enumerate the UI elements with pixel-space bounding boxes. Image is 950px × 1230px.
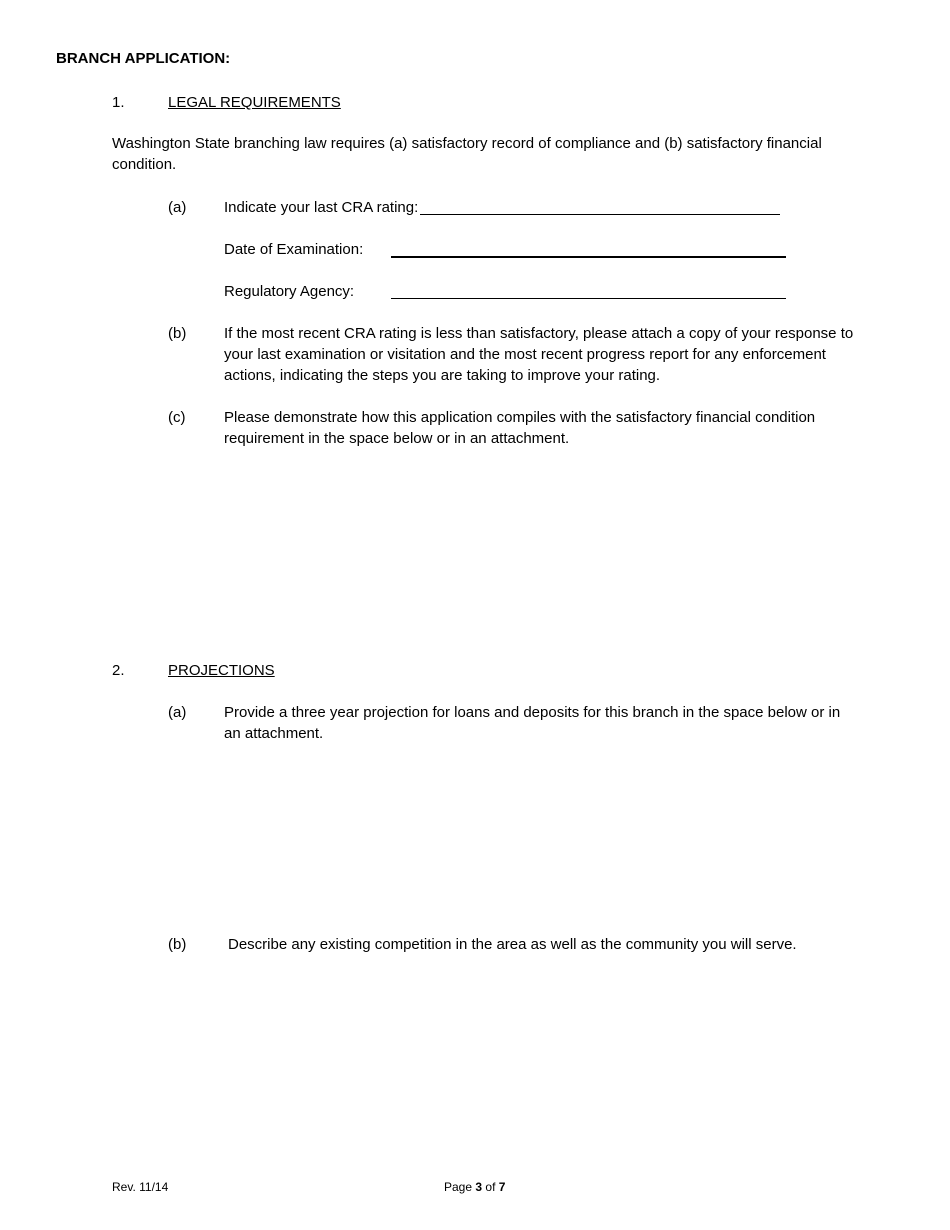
footer-revision: Rev. 11/14 [112, 1180, 169, 1194]
section-1-heading: LEGAL REQUIREMENTS [168, 94, 341, 111]
section-2-heading: PROJECTIONS [168, 662, 275, 679]
item-1c-marker: (c) [168, 409, 186, 426]
page-title: BRANCH APPLICATION: [56, 50, 231, 67]
regulatory-agency-label: Regulatory Agency: [224, 283, 355, 300]
section-1-number: 1. [112, 94, 125, 111]
item-1b-text: If the most recent CRA rating is less than satisfactory, please attach a copy of your response to your last examination or visitation and the most recent progress report for any enforcement actions, indicating the steps you are taking to improve your rating. [224, 325, 854, 384]
page-prefix: Page [444, 1180, 473, 1194]
date-of-examination-field[interactable] [391, 256, 786, 258]
item-1a-marker: (a) [168, 199, 187, 216]
regulatory-agency-field[interactable] [391, 298, 786, 299]
page-of: of [485, 1180, 496, 1194]
footer-page-number [444, 1180, 505, 1194]
section-2-number: 2. [112, 662, 125, 679]
page-total: 7 [498, 1180, 506, 1194]
cra-rating-label: Indicate your last CRA rating: [224, 199, 419, 216]
page-current: 3 [475, 1180, 483, 1194]
item-2b-marker: (b) [168, 936, 187, 953]
section-1-intro: Washington State branching law requires (a) satisfactory record of compliance and (b) satisfactory financial condition. [112, 135, 822, 173]
item-2a-text: Provide a three year projection for loans and deposits for this branch in the space below or in an attachment. [224, 704, 841, 742]
item-1c-text: Please demonstrate how this application compiles with the satisfactory financial condition requirement in the space below or in an attachment. [224, 409, 816, 447]
item-2a-marker: (a) [168, 704, 187, 721]
date-of-examination-label: Date of Examination: [224, 241, 364, 258]
item-2b-text: Describe any existing competition in the area as well as the community you will serve. [228, 936, 797, 953]
item-1b-marker: (b) [168, 325, 187, 342]
cra-rating-field[interactable] [420, 214, 780, 215]
